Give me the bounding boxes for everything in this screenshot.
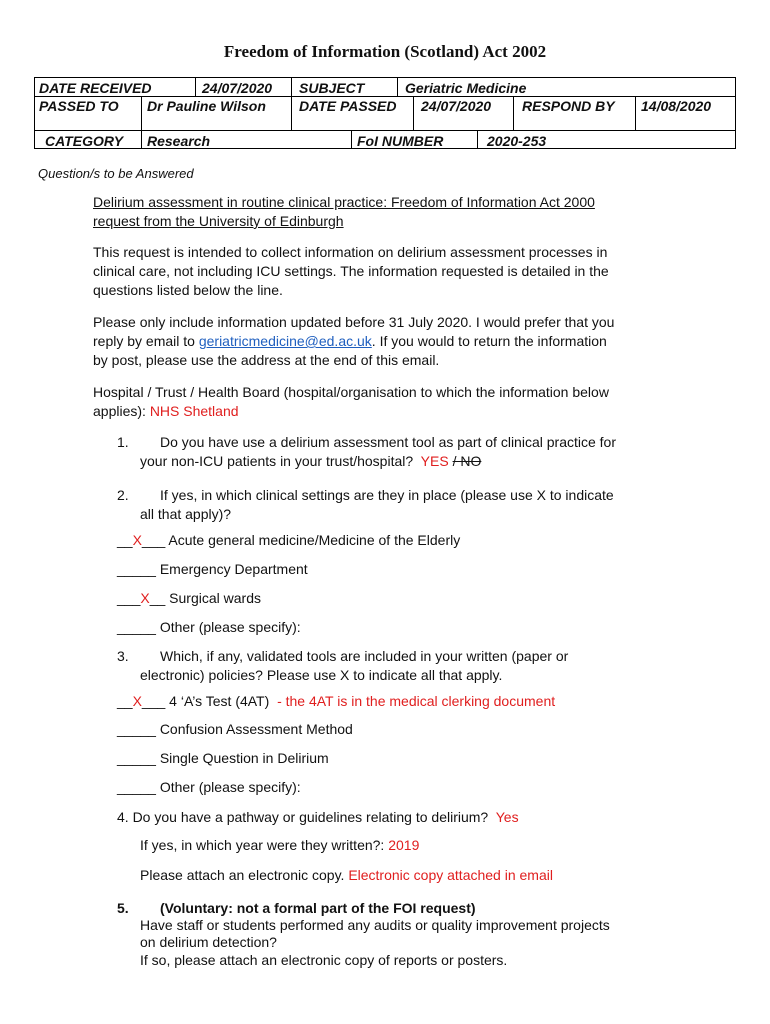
text-span: ___ — [117, 590, 141, 606]
answer-text: 2019 — [388, 837, 420, 853]
email-link[interactable]: geriatricmedicine@ed.ac.uk — [198, 333, 372, 349]
question-3-text: electronic) policies? Please use X to indicate all that apply. — [140, 667, 503, 683]
table-rule — [141, 96, 142, 149]
subject-value: Geriatric Medicine — [405, 80, 527, 96]
questions-heading: Question/s to be Answered — [38, 166, 194, 181]
question-2-text: all that apply)? — [140, 506, 232, 522]
request-heading-line1: Delirium assessment in routine clinical practice: Freedom of Information Act 2000 — [93, 194, 595, 210]
question-1-text — [140, 452, 481, 471]
date-received-label: DATE RECEIVED — [39, 80, 152, 96]
respond-by-label: RESPOND BY — [522, 98, 615, 114]
struck-option: / NO — [452, 453, 482, 469]
passed-to-value: Dr Pauline Wilson — [147, 98, 266, 114]
checkmark-x: X — [132, 693, 142, 709]
text-span: applies): — [93, 403, 150, 419]
table-rule — [397, 78, 398, 96]
question-number: 5. — [117, 900, 129, 916]
checklist-item: _____ Single Question in Delirium — [117, 750, 329, 766]
table-rule — [195, 78, 196, 96]
table-rule — [291, 78, 292, 130]
checklist-item — [117, 692, 555, 711]
category-label: CATEGORY — [45, 133, 124, 149]
respond-by-value: 14/08/2020 — [641, 98, 712, 114]
question-number: 3. — [117, 648, 129, 664]
table-rule — [513, 96, 514, 130]
table-rule — [35, 96, 735, 97]
intro-paragraph-2: Please only include information updated before 31 July 2020. I would prefer that you — [93, 314, 615, 330]
intro-paragraph-2: by post, please use the address at the end of this email. — [93, 352, 440, 368]
request-heading-line2: request from the University of Edinburgh — [93, 213, 344, 229]
date-passed-value: 24/07/2020 — [421, 98, 492, 114]
text-span: Please attach an electronic copy. — [140, 867, 345, 883]
intro-paragraph-1: This request is intended to collect information on delirium assessment processes in — [93, 244, 608, 260]
text-span: your non-ICU patients in your trust/hospital? — [140, 453, 414, 469]
question-5-text: Have staff or students performed any audits or quality improvement projects — [140, 917, 610, 933]
table-rule — [351, 130, 352, 149]
text-span: If yes, in which year were they written?: — [140, 837, 385, 853]
text-span: __ — [117, 532, 133, 548]
passed-to-label: PASSED TO — [39, 98, 119, 114]
table-rule — [635, 96, 636, 130]
question-4-text — [140, 866, 553, 885]
text-span: ___ Acute general medicine/Medicine of the Elderly — [141, 532, 461, 548]
date-passed-label: DATE PASSED — [299, 98, 397, 114]
text-span: 4. Do you have a pathway or guidelines relating to delirium? — [117, 809, 489, 825]
question-2-text: If yes, in which clinical settings are they in place (please use X to indicate — [160, 487, 614, 503]
answer-text: YES — [420, 453, 449, 469]
question-1-text: Do you have use a delirium assessment tool as part of clinical practice for — [160, 434, 616, 450]
checklist-item — [117, 589, 261, 608]
text-span: reply by email to — [93, 333, 199, 349]
answer-text: Yes — [495, 809, 519, 825]
checkmark-x: X — [132, 532, 142, 548]
answer-text: NHS Shetland — [149, 403, 239, 419]
category-value: Research — [147, 133, 211, 149]
question-4-text — [117, 808, 519, 827]
question-5-heading: (Voluntary: not a formal part of the FOI request) — [160, 900, 476, 916]
question-number: 2. — [117, 487, 129, 503]
intro-paragraph-1: clinical care, not including ICU settings. The information requested is detailed in the — [93, 263, 609, 279]
question-number: 1. — [117, 434, 129, 450]
foi-header-table — [34, 77, 736, 149]
intro-paragraph-2 — [93, 332, 607, 351]
checklist-item: _____ Confusion Assessment Method — [117, 721, 353, 737]
checklist-item: _____ Emergency Department — [117, 561, 308, 577]
checklist-item: _____ Other (please specify): — [117, 779, 301, 795]
subject-label: SUBJECT — [299, 80, 365, 96]
answer-text: Electronic copy attached in email — [348, 867, 553, 883]
checkmark-x: X — [140, 590, 150, 606]
question-4-text — [140, 836, 419, 855]
question-3-text: Which, if any, validated tools are included in your written (paper or — [160, 648, 569, 664]
table-rule — [477, 130, 478, 149]
checklist-item: _____ Other (please specify): — [117, 619, 301, 635]
text-span: __ Surgical wards — [149, 590, 261, 606]
foi-number-label: FoI NUMBER — [357, 133, 444, 149]
text-span: ___ 4 ‘A’s Test (4AT) — [141, 693, 270, 709]
question-5-text: on delirium detection? — [140, 934, 277, 950]
table-rule — [35, 130, 735, 131]
table-rule — [413, 96, 414, 130]
intro-paragraph-1: questions listed below the line. — [93, 282, 283, 298]
document-title: Freedom of Information (Scotland) Act 2002 — [223, 42, 547, 61]
intro-paragraph-3: Hospital / Trust / Health Board (hospital/organisation to which the information below — [93, 384, 609, 400]
foi-number-value: 2020-253 — [487, 133, 547, 149]
text-span: __ — [117, 693, 133, 709]
intro-paragraph-3 — [93, 402, 239, 421]
text-span: . If you would to return the information — [371, 333, 607, 349]
answer-text: - the 4AT is in the medical clerking document — [277, 693, 556, 709]
date-received-value: 24/07/2020 — [202, 80, 273, 96]
checklist-item — [117, 531, 460, 550]
question-5-text: If so, please attach an electronic copy of reports or posters. — [140, 952, 508, 968]
